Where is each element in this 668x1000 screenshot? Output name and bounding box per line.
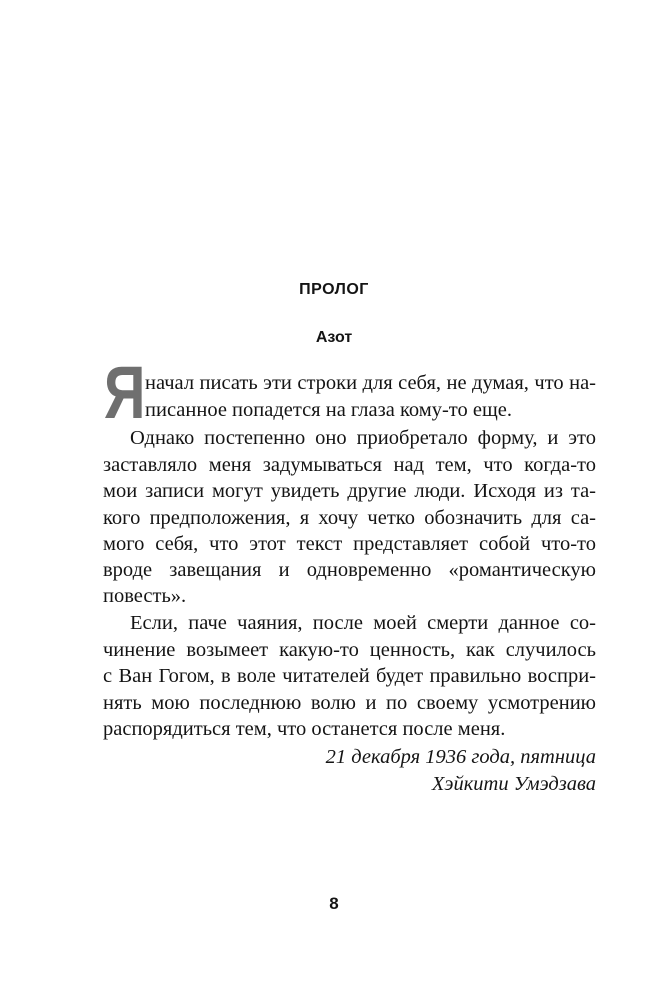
page-number: 8	[329, 894, 339, 913]
body-line-1: начал писать эти строки для себя, не думая, что на-	[145, 372, 596, 394]
chapter-title: ПРОЛОГ	[299, 281, 369, 298]
body-line-7: мого себя, что этот текст представляет собой что-то	[103, 533, 596, 555]
section-title: Азот	[315, 329, 353, 346]
body-line-5: мои записи могут увидеть другие люди. Исходя из та-	[103, 480, 596, 502]
body-line-2: писанное попадется на глаза кому-то еще.	[145, 399, 512, 421]
body-line-8: вроде завещания и одновременно «романтическую	[103, 559, 596, 581]
signature-author: Хэйкити Умэдзава	[431, 773, 596, 795]
signature-date: 21 декабря 1936 года, пятница	[325, 746, 596, 768]
body-line-12: с Ван Гогом, в воле читателей будет правильно воспри-	[103, 665, 596, 687]
body-line-4: заставляло меня задумываться над тем, что когда-то	[103, 454, 596, 476]
body-line-11: чинение возымеет какую-то ценность, как случилось	[103, 639, 596, 661]
body-line-13: нять мою последнюю волю и по своему усмотрению	[103, 692, 596, 714]
drop-cap: Я	[104, 351, 146, 434]
body-line-3: Однако постепенно оно приобретало форму, и это	[130, 427, 596, 449]
body-line-10: Если, паче чаяния, после моей смерти данное со-	[130, 612, 596, 634]
body-line-6: кого предположения, я хочу четко обозначить для са-	[103, 507, 596, 529]
body-line-9: повесть».	[103, 585, 187, 607]
body-line-14: распорядиться тем, что останется после меня.	[103, 718, 506, 740]
